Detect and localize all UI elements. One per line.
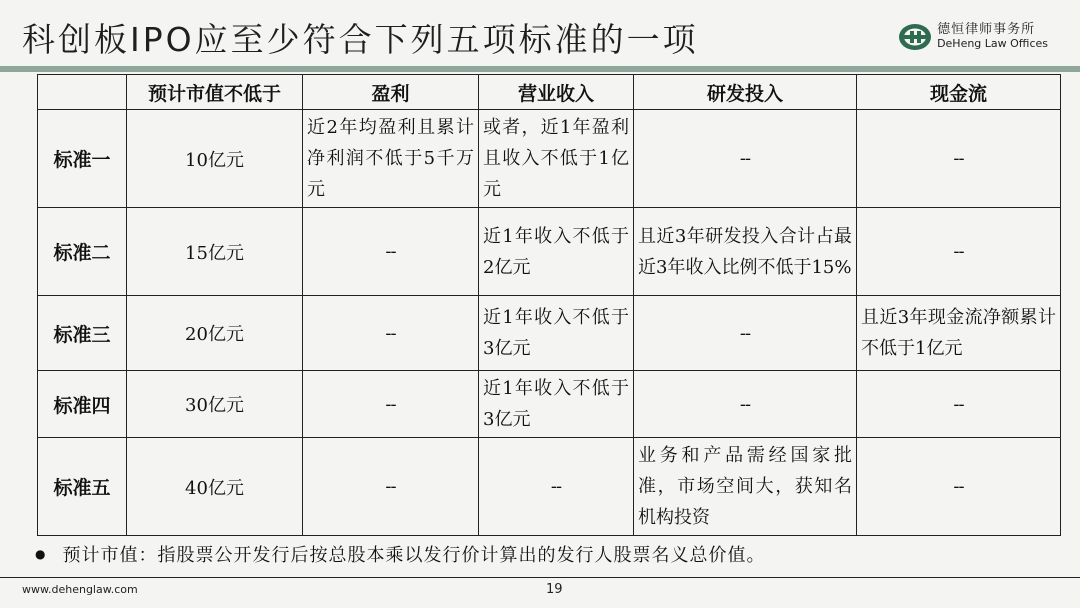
row-label: 标准三 (38, 296, 127, 371)
footer-divider (0, 577, 1080, 578)
market-cap-cell: 30亿元 (127, 371, 303, 438)
slide-title: 科创板IPO应至少符合下列五项标准的一项 (22, 20, 699, 59)
firm-logo (898, 22, 1048, 52)
market-cap-cell: 20亿元 (127, 296, 303, 371)
row-label: 标准二 (38, 208, 127, 296)
header-cashflow: 现金流 (857, 75, 1061, 110)
footnote-text: 预计市值：指股票公开发行后按总股本乘以发行价计算出的发行人股票名义总价值。 (62, 545, 766, 566)
cashflow-cell: -- (857, 438, 1061, 536)
revenue-cell: 近1年收入不低于2亿元 (479, 208, 634, 296)
header-market-cap: 预计市值不低于 (127, 75, 303, 110)
cashflow-cell: -- (857, 371, 1061, 438)
header-profit: 盈利 (303, 75, 479, 110)
rnd-cell: -- (634, 110, 857, 208)
cashflow-cell: 且近3年现金流净额累计不低于1亿元 (857, 296, 1061, 371)
profit-cell: -- (303, 208, 479, 296)
firm-name-en: DeHeng Law Offices (937, 37, 1048, 51)
revenue-cell: 近1年收入不低于3亿元 (479, 296, 634, 371)
table-row (38, 208, 1061, 296)
rnd-cell: 且近3年研发投入合计占最近3年收入比例不低于15% (634, 208, 857, 296)
header-rnd: 研发投入 (634, 75, 857, 110)
header-revenue: 营业收入 (479, 75, 634, 110)
table-row (38, 438, 1061, 536)
bullet-icon: ● (35, 547, 47, 561)
firm-name-cn: 德恒律师事务所 (937, 22, 1036, 38)
market-cap-cell: 15亿元 (127, 208, 303, 296)
rnd-cell: -- (634, 296, 857, 371)
table-row (38, 110, 1061, 208)
footnote (35, 541, 765, 567)
table-row (38, 296, 1061, 371)
title-divider (0, 66, 1080, 72)
header-cell-empty (38, 75, 127, 110)
row-label: 标准四 (38, 371, 127, 438)
table-header-row (38, 75, 1061, 110)
row-label: 标准五 (38, 438, 127, 536)
rnd-cell: -- (634, 371, 857, 438)
profit-cell: -- (303, 371, 479, 438)
page-number: 19 (546, 582, 563, 597)
market-cap-cell: 10亿元 (127, 110, 303, 208)
revenue-cell: -- (479, 438, 634, 536)
row-label: 标准一 (38, 110, 127, 208)
rnd-cell: 业务和产品需经国家批准，市场空间大，获知名机构投资 (634, 438, 857, 536)
cashflow-cell: -- (857, 110, 1061, 208)
revenue-cell: 或者，近1年盈利且收入不低于1亿元 (479, 110, 634, 208)
profit-cell: 近2年均盈利且累计净利润不低于5千万元 (303, 110, 479, 208)
footer-url: www.dehenglaw.com (22, 583, 138, 596)
firm-emblem-icon (898, 22, 932, 52)
cashflow-cell: -- (857, 208, 1061, 296)
profit-cell: -- (303, 438, 479, 536)
table-row (38, 371, 1061, 438)
ipo-standards-table (37, 74, 1061, 536)
market-cap-cell: 40亿元 (127, 438, 303, 536)
profit-cell: -- (303, 296, 479, 371)
revenue-cell: 近1年收入不低于3亿元 (479, 371, 634, 438)
